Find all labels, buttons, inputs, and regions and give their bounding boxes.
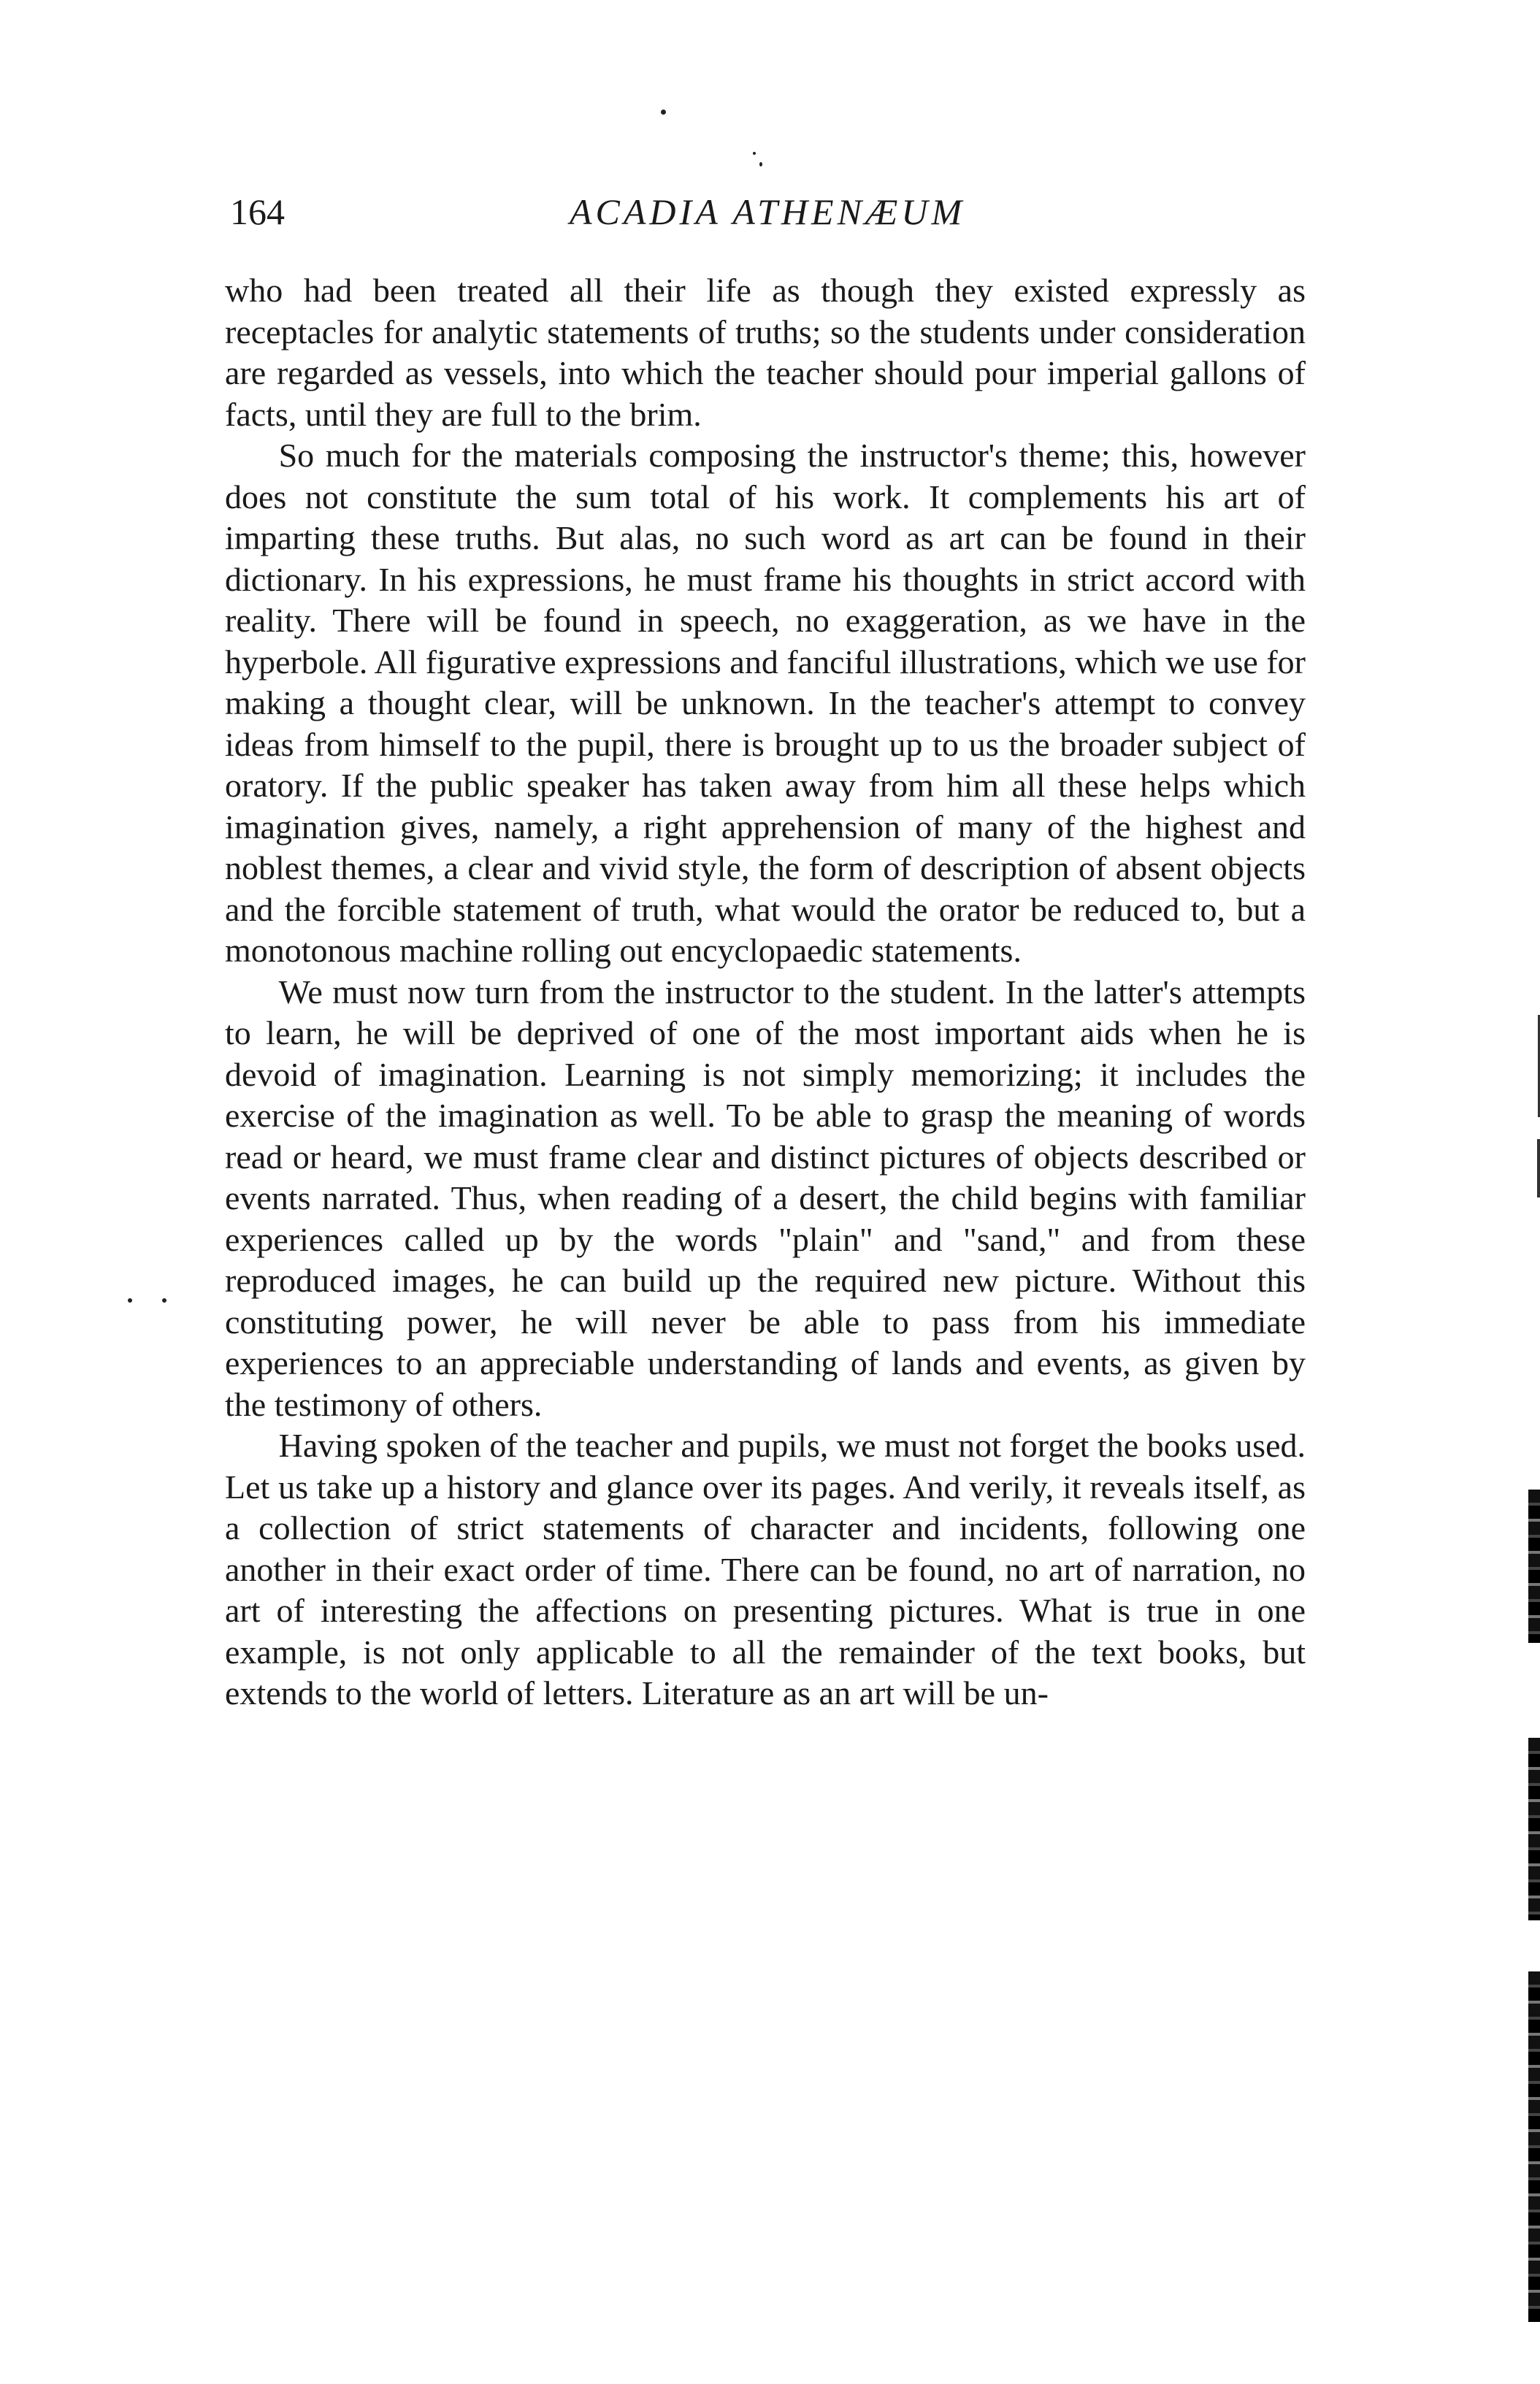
- scan-edge-mark: [1537, 1139, 1540, 1197]
- paragraph: We must now turn from the instructor to the student. In the latter's attempts to learn, he will be deprived of one of the most important aids when he is devoid of imagination. Learning is not simply memorizing; it includes the exercise of the imagination as well. To be able to grasp the meaning of words read or heard, we must frame clear and distinct pictures of objects described or events narrated. Thus, when reading of a desert, the child begins with familiar experiences called up by the words "plain" and "sand," and from these reproduced images, he can build up the required new picture. Without this constituting power, he will never be able to pass from his immediate experiences to an appreciable understanding of lands and events, as given by the testimony of others.: [225, 973, 1306, 1423]
- page-header: [219, 183, 1314, 241]
- scan-edge-noise: [1528, 1490, 1540, 1643]
- page-number: 164: [230, 191, 285, 232]
- scan-speck: [162, 1298, 166, 1303]
- scan-speck: [753, 152, 756, 155]
- scan-speck: [661, 110, 666, 115]
- running-head: ACADIA ATHENÆUM: [570, 191, 966, 232]
- paragraph: So much for the materials composing the instructor's theme; this, however does not constitute the sum total of his work. It complements his art of imparting these truths. But alas, no such word as art can be found in their dictionary. In his expressions, he must frame his thoughts in strict accord with reality. There will be found in speech, no exaggeration, as we have in the hyperbole. All figurative expressions and fanciful illustrations, which we use for making a thought clear, will be unknown. In the teacher's attempt to convey ideas from himself to the pupil, there is brought up to us the broader subject of oratory. If the public speaker has taken away from him all these helps which imagination gives, namely, a right apprehension of many of the highest and noblest themes, a clear and vivid style, the form of description of absent objects and the forcible statement of truth, what would the orator be reduced to, but a monotonous machine rolling out encyclopaedic statements.: [225, 437, 1306, 969]
- scan-speck: [759, 162, 762, 166]
- scan-edge-noise: [1528, 1971, 1540, 2322]
- article-body: [225, 270, 1306, 1714]
- scan-speck: [128, 1298, 132, 1303]
- paragraph: who had been treated all their life as though they existed expressly as receptacles for analytic statements of truths; so the students under consideration are regarded as vessels, into which the teacher should pour imperial gallons of facts, until they are full to the brim.: [225, 272, 1306, 433]
- paragraph: Having spoken of the teacher and pupils, we must not forget the books used. Let us take up a history and glance over its pages. And verily, it reveals itself, as a collection of strict statements of character and incidents, following one another in their exact order of time. There can be found, no art of narration, no art of interesting the affections on presenting pictures. What is true in one example, is not only applicable to all the remainder of the text books, but extends to the world of letters. Literature as an art will be un-: [225, 1427, 1306, 1712]
- scan-edge-noise: [1528, 1738, 1540, 1920]
